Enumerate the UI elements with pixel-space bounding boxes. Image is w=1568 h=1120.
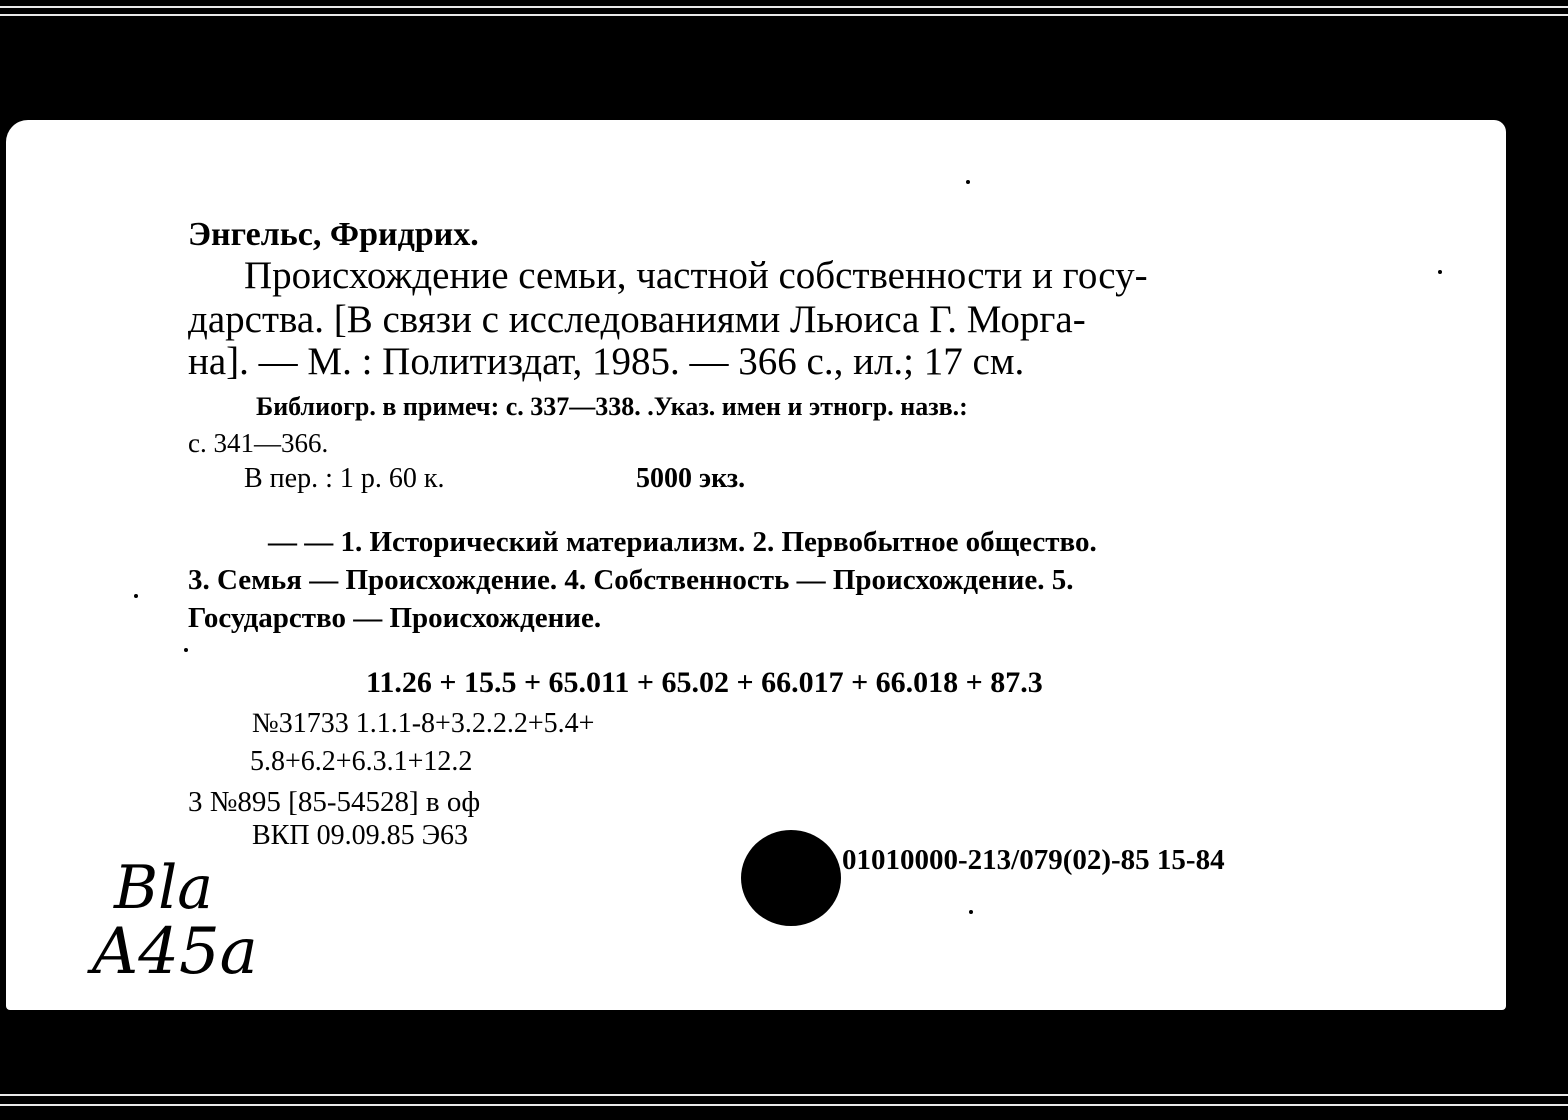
speck (1438, 270, 1442, 274)
copies-text: 5000 экз. (636, 463, 746, 494)
author-heading: Энгельс, Фридрих. (188, 216, 479, 253)
notes-line: с. 341—366. (188, 428, 329, 458)
title-line: на]. — М. : Политиздат, 1985. — 366 с., ил.; 17 см. (188, 340, 1025, 383)
vkp-line: ВКП 09.09.85 Э63 (252, 820, 469, 851)
speck (966, 180, 970, 184)
subjects-line: — — 1. Исторический материализм. 2. Первобытное общество. (268, 526, 1097, 558)
publication-code-line: 01010000-213/079(02)-85 15-84 (842, 844, 1225, 876)
subjects-line: 3. Семья — Происхождение. 4. Собственность — Происхождение. 5. (188, 564, 1074, 596)
scan-border-line (0, 6, 1568, 8)
classification-index: 11.26 + 15.5 + 65.011 + 65.02 + 66.017 + 66.018 + 87.3 (366, 666, 1043, 699)
punch-hole (741, 830, 841, 926)
speck (34, 495, 38, 499)
catalog-numbers-line: 5.8+6.2+6.3.1+12.2 (250, 746, 473, 777)
speck (134, 594, 138, 598)
title-line: Происхождение семьи, частной собственности и госу- (244, 254, 1148, 297)
handwritten-author-mark: A45a (92, 915, 258, 989)
catalog-numbers-line: №31733 1.1.1-8+3.2.2.2+5.4+ (252, 708, 595, 739)
notes-line: Библиогр. в примеч: с. 337—338. .Указ. имен и этногр. назв.: (256, 392, 968, 421)
scan-border-line (0, 1104, 1568, 1106)
title-line: дарства. [В связи с исследованиями Льюиса Г. Морга- (188, 298, 1086, 341)
speck (184, 648, 188, 652)
scan-border-line (0, 14, 1568, 16)
handwritten-shelf-mark: Bla (114, 853, 214, 923)
price-text: В пер. : 1 р. 60 к. (244, 463, 445, 494)
order-number-line: 3 №895 [85-54528] в оф (188, 786, 481, 818)
scan-border-line (0, 1094, 1568, 1096)
library-catalog-card (6, 120, 1506, 1010)
speck (969, 910, 973, 914)
subjects-line: Государство — Происхождение. (188, 602, 602, 634)
